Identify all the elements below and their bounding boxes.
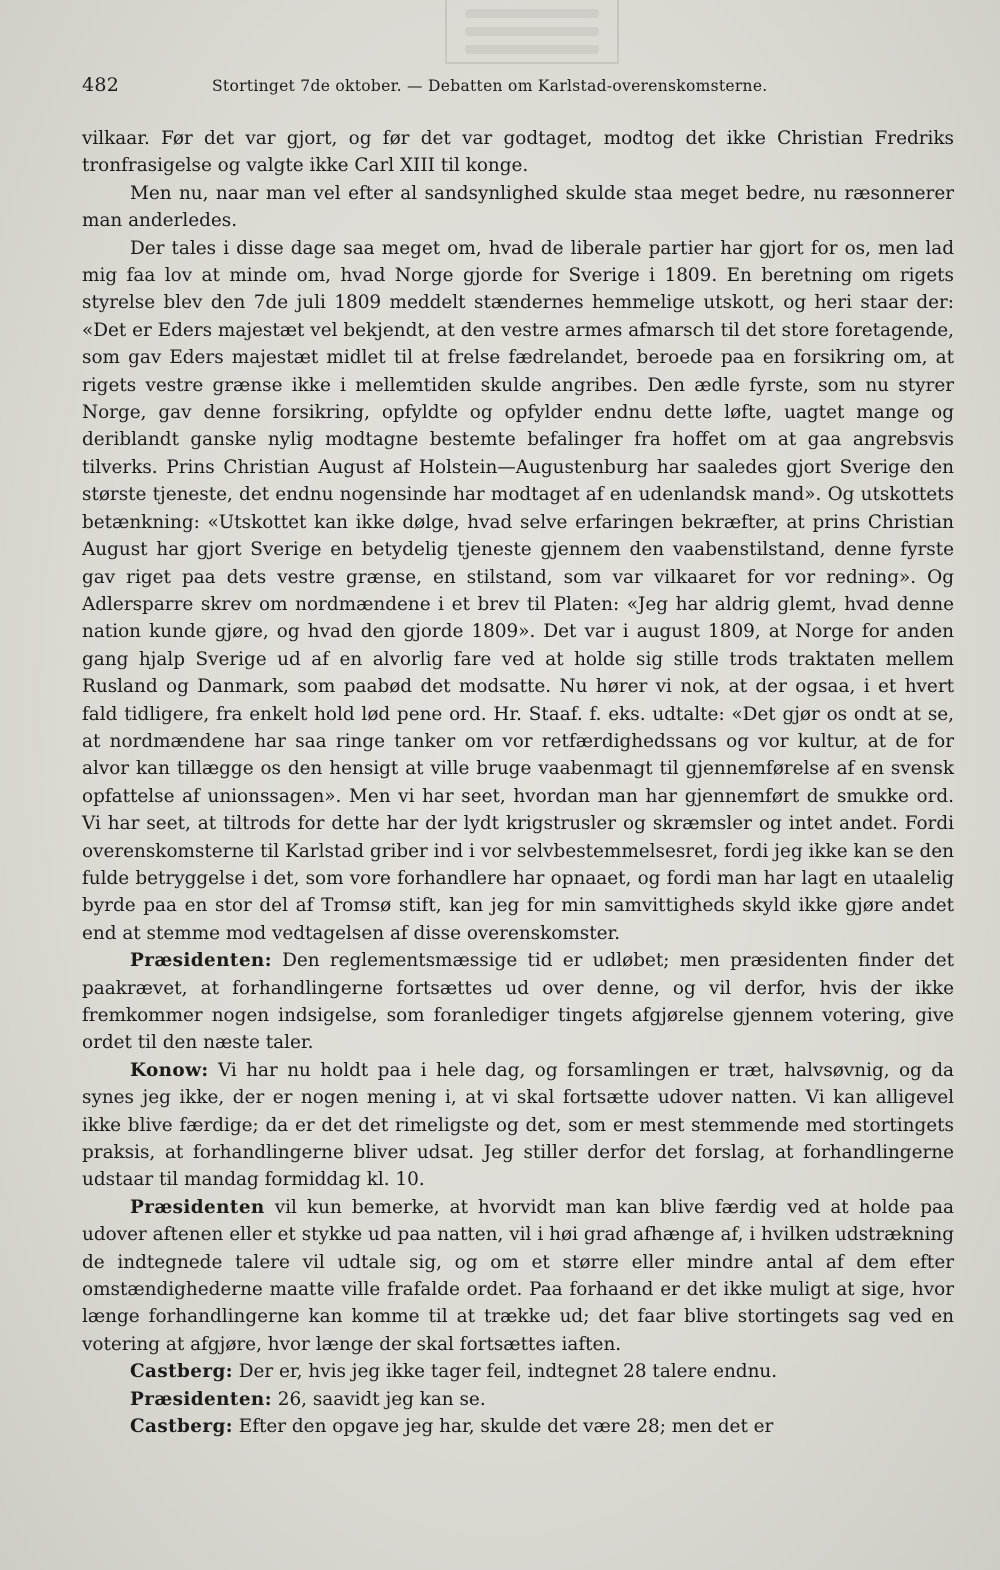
paragraph [82, 1358, 954, 1385]
page-body [82, 125, 954, 1441]
paragraph [82, 947, 954, 1057]
paragraph [82, 1194, 954, 1358]
paragraph [82, 1413, 954, 1440]
paragraph-text: Efter den opgave jeg har, skulde det være 28; men det er [238, 1416, 774, 1438]
speaker-name: Castberg: [130, 1361, 233, 1383]
paragraph-text: vilkaar. Før det var gjort, og før det var godtaget, modtog det ikke Christian Fredriks tronfrasigelse og valgte ikke Carl XIII til konge. [82, 128, 954, 177]
paragraph-text: 26, saavidt jeg kan se. [277, 1388, 486, 1410]
speaker-name: Castberg: [130, 1416, 233, 1438]
paragraph-text: vil kun bemerke, at hvorvidt man kan blive færdig ved at holde paa udover aftenen eller et stykke ud paa natten, vil i høi grad afhænge af, i hvilken udstrækning de indtegnede talere vil udtale sig, og om et større eller mindre antal af dem efter omstændighederne maatte ville frafalde ordet. Paa forhaand er det ikke muligt at sige, hvor længe forhandlingerne kan komme til at trække ud; det faar blive stortingets sag ved en votering at afgjøre, hvor længe der skal fortsættes iaften. [82, 1196, 954, 1355]
paragraph [82, 1057, 954, 1194]
speaker-name: Præsidenten: [130, 950, 272, 972]
paragraph-text: Vi har nu holdt paa i hele dag, og forsamlingen er træt, halvsøvnig, og da synes jeg ikke, der er nogen mening i, at vi skal fortsætte udover natten. Vi kan alligevel ikke blive færdige; da er det det rimeligste og det, som er mest stemmende med stortingets praksis, at forhandlingerne bliver udsat. Jeg stiller derfor det forslag, at forhandlingerne udstaar til mandag formiddag kl. 10. [82, 1059, 954, 1191]
running-title: Stortinget 7de oktober. — Debatten om Karlstad-overenskomsterne. [212, 77, 768, 95]
page-number: 482 [82, 74, 120, 96]
speaker-name: Præsidenten [130, 1196, 265, 1218]
paragraph-text: Der tales i disse dage saa meget om, hvad de liberale partier har gjort for os, men lad mig faa lov at minde om, hvad Norge gjorde for Sverige i 1809. En beretning om rigets styrelse blev den 7de juli 1809 meddelt stændernes hemmelige utskott, og heri staar der: «Det er Eders majestæt vel bekjendt, at den vestre armes afmarsch til det store foretagende, som gav Eders majestæt midlet til at frelse fædrelandet, beroede paa en forsikring om, at rigets vestre grænse ikke i mellemtiden skulde angribes. Den ædle fyrste, som nu styrer Norge, gav denne forsikring, opfyldte og opfylder endnu dette løfte, uagtet mange og deriblandt ganske nylig modtagne bestemte befalinger fra hoffet om at gaa angrebsvis tilverks. Prins Christian August af Holstein—Augustenburg har saaledes gjort Sverige den største tjeneste, det endnu nogensinde har modtaget af en udenlandsk mand». Og utskottets betænkning: «Utskottet kan ikke dølge, hvad selve erfaringen bekræfter, at prins Christian August har gjort Sverige en betydelig tjeneste gjennem den vaabenstilstand, denne fyrste gav riget paa dets vestre grænse, en stilstand, som var vilkaaret for vor redning». Og Adlersparre skrev om nordmændene i et brev til Platen: «Jeg har aldrig glemt, hvad denne nation kunde gjøre, og hvad den gjorde 1809». Det var i august 1809, at Norge for anden gang hjalp Sverige ud af en alvorlig fare ved at holde sig stille trods traktaten mellem Rusland og Danmark, som paabød det modsatte. Nu hører vi nok, at der ogsaa, i et hvert fald tidligere, fra enkelt hold lød pene ord. Hr. Staaf. f. eks. udtalte: «Det gjør os ondt at se, at nordmændene har saa ringe tanker om vor retfærdighedssans og vor kultur, at de for alvor kan tillægge os den hensigt at ville bruge vaabenmagt til gjennemførelse af en svensk opfattelse af unionssagen». Men vi har seet, hvordan man har gjennemført de smukke ord. Vi har seet, at tiltrods for dette har der lydt krigstrusler og skræmsler og intet andet. Fordi overenskomsterne til Karlstad griber ind i vor selvbestemmelsesret, fordi jeg ikke kan se den fulde betryggelse i det, som vore forhandlere har opnaaet, og fordi man har lagt en utaalelig byrde paa en stor del af Tromsø stift, kan jeg for min samvittigheds skyld ikke gjøre andet end at stemme mod vedtagelsen af disse overenskomster. [82, 237, 954, 944]
paragraph-text: Der er, hvis jeg ikke tager feil, indtegnet 28 talere endnu. [238, 1361, 778, 1383]
paragraph-text: Men nu, naar man vel efter al sandsynlighed skulde staa meget bedre, nu ræsonnerer man anderledes. [82, 182, 954, 232]
library-stamp [445, 0, 619, 64]
speaker-name: Konow: [130, 1059, 209, 1081]
paragraph-text: Den reglementsmæssige tid er udløbet; men præsidenten finder det paakrævet, at forhandlingerne fortsættes ud over denne, og vil derfor, hvis der ikke fremkommer nogen indsigelse, som foranlediger tingets afgjørelse gjennem votering, give ordet til den næste taler. [82, 950, 954, 1054]
paragraph [82, 235, 954, 948]
paragraph [82, 180, 954, 235]
paragraph [82, 125, 954, 180]
speaker-name: Præsidenten: [130, 1388, 272, 1410]
paragraph [82, 1386, 954, 1413]
